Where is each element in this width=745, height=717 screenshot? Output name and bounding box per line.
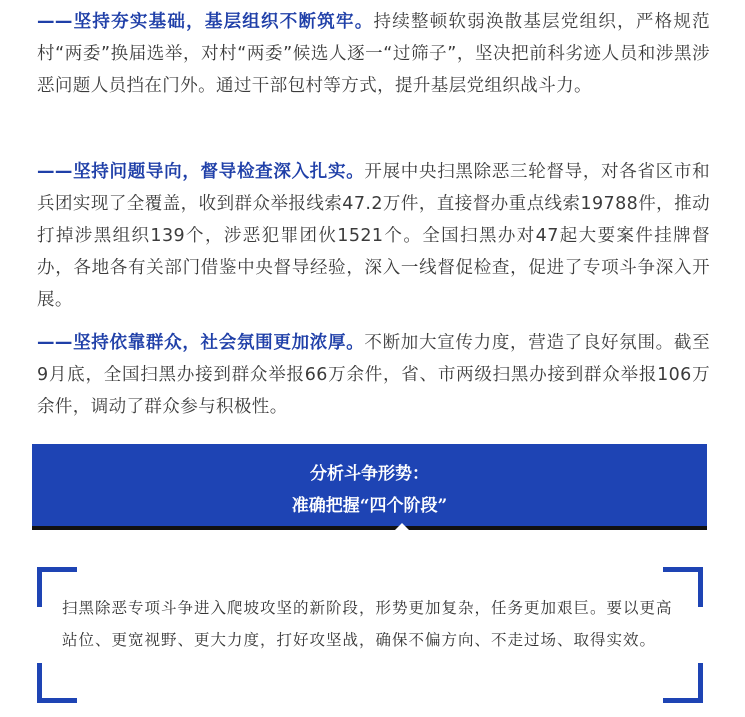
quote-box [37, 567, 703, 703]
corner-bottom-right [663, 698, 703, 703]
paragraph-lead: ——坚持问题导向，督导检查深入扎实。 [37, 162, 365, 182]
corner-bottom-left [37, 698, 77, 703]
paragraph-masses [37, 327, 710, 423]
section-banner [32, 444, 707, 530]
banner-notch [395, 523, 409, 530]
banner-title: 分析斗争形势： [310, 464, 429, 484]
paragraph-supervision [37, 156, 710, 316]
paragraph-lead: ——坚持夯实基础，基层组织不断筑牢。 [37, 12, 374, 32]
corner-top-left [37, 567, 42, 607]
paragraph-foundation [37, 6, 710, 102]
paragraph-lead: ——坚持依靠群众，社会氛围更加浓厚。 [37, 333, 365, 353]
paragraph-body: 开展中央扫黑除恶三轮督导，对各省区市和兵团实现了全覆盖，收到群众举报线索47.2万件，直接督办重点线索19788件，推动打掉涉黑组织139个，涉恶犯罪团伙1521个。全国扫黑办对47起大要案件挂牌督办，各地各有关部门借鉴中央督导经验，深入一线督促检查，促进了专项斗争深入开展。 [37, 162, 710, 310]
paragraph-body: 不断加大宣传力度，营造了良好氛围。截至9月底，全国扫黑办接到群众举报66万余件，省、市两级扫黑办接到群众举报106万余件，调动了群众参与积极性。 [37, 333, 710, 417]
banner-subtitle: 准确把握“四个阶段” [291, 496, 448, 516]
corner-top-right [698, 567, 703, 607]
quote-text: 扫黑除恶专项斗争进入爬坡攻坚的新阶段，形势更加复杂，任务更加艰巨。要以更高站位、更宽视野、更大力度，打好攻坚战，确保不偏方向、不走过场、取得实效。 [62, 599, 673, 649]
paragraph-body: 持续整顿软弱涣散基层党组织，严格规范村“两委”换届选举，对村“两委”候选人逐一“过筛子”，坚决把前科劣迹人员和涉黑涉恶问题人员挡在门外。通过干部包村等方式，提升基层党组织战斗力。 [37, 12, 710, 96]
corner-top-left [37, 567, 77, 572]
corner-bottom-right [698, 663, 703, 703]
corner-bottom-left [37, 663, 42, 703]
corner-top-right [663, 567, 703, 572]
